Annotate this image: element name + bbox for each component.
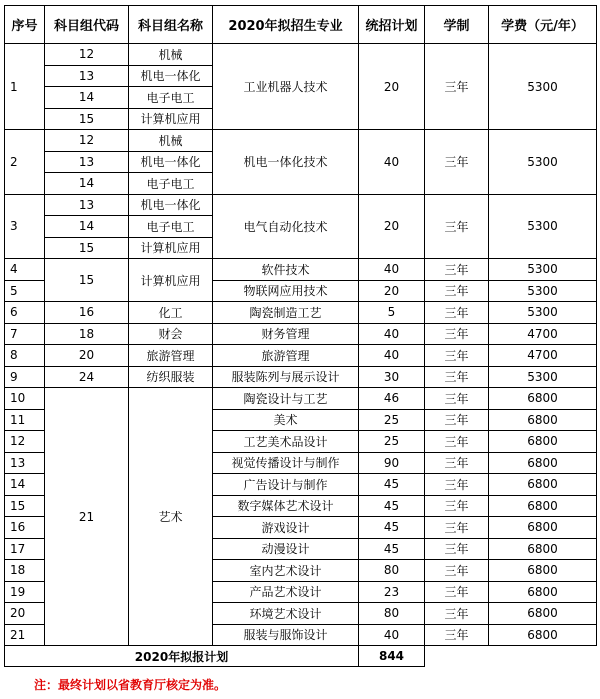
group-code-cell: 14 (45, 216, 129, 238)
seq-cell: 8 (5, 345, 45, 367)
seq-cell: 15 (5, 495, 45, 517)
fee-cell: 6800 (489, 388, 597, 410)
total-label: 2020年拟报计划 (5, 646, 359, 667)
fee-cell: 5300 (489, 280, 597, 302)
duration-cell: 三年 (425, 323, 489, 345)
major-cell: 旅游管理 (213, 345, 359, 367)
group-code-cell: 15 (45, 108, 129, 130)
major-cell: 游戏设计 (213, 517, 359, 539)
seq-cell: 9 (5, 366, 45, 388)
table-row (5, 366, 597, 388)
plan-cell: 45 (359, 474, 425, 496)
header-seq: 序号 (5, 6, 45, 44)
seq-cell: 5 (5, 280, 45, 302)
seq-cell: 17 (5, 538, 45, 560)
footnote: 注：最终计划以省教育厅核定为准。 (34, 678, 227, 692)
group-code-cell: 15 (45, 259, 129, 302)
seq-cell: 2 (5, 130, 45, 195)
fee-cell: 5300 (489, 194, 597, 259)
major-cell: 数字媒体艺术设计 (213, 495, 359, 517)
major-cell: 室内艺术设计 (213, 560, 359, 582)
group-name-cell: 计算机应用 (129, 237, 213, 259)
major-cell: 工业机器人技术 (213, 44, 359, 130)
group-code-cell: 13 (45, 151, 129, 173)
group-code-cell: 18 (45, 323, 129, 345)
group-name-cell: 机电一体化 (129, 65, 213, 87)
group-code-cell: 16 (45, 302, 129, 324)
duration-cell: 三年 (425, 474, 489, 496)
table-row (5, 194, 597, 216)
table-row (5, 259, 597, 281)
group-code-cell: 12 (45, 44, 129, 66)
fee-cell: 5300 (489, 259, 597, 281)
fee-cell: 6800 (489, 581, 597, 603)
group-name-cell: 化工 (129, 302, 213, 324)
major-cell: 陶瓷制造工艺 (213, 302, 359, 324)
plan-cell: 5 (359, 302, 425, 324)
header-group-name: 科目组名称 (129, 6, 213, 44)
plan-cell: 80 (359, 603, 425, 625)
duration-cell: 三年 (425, 452, 489, 474)
group-name-cell: 机电一体化 (129, 151, 213, 173)
group-name-cell: 计算机应用 (129, 259, 213, 302)
major-cell: 动漫设计 (213, 538, 359, 560)
duration-cell: 三年 (425, 409, 489, 431)
major-cell: 物联网应用技术 (213, 280, 359, 302)
seq-cell: 6 (5, 302, 45, 324)
header-row (5, 6, 597, 44)
fee-cell: 6800 (489, 517, 597, 539)
fee-cell: 5300 (489, 130, 597, 195)
group-name-cell: 财会 (129, 323, 213, 345)
major-cell: 工艺美术品设计 (213, 431, 359, 453)
header-duration: 学制 (425, 6, 489, 44)
group-name-cell: 机电一体化 (129, 194, 213, 216)
major-cell: 财务管理 (213, 323, 359, 345)
duration-cell: 三年 (425, 538, 489, 560)
duration-cell: 三年 (425, 345, 489, 367)
major-cell: 服装与服饰设计 (213, 624, 359, 646)
group-code-cell: 14 (45, 87, 129, 109)
seq-cell: 16 (5, 517, 45, 539)
group-code-cell: 12 (45, 130, 129, 152)
major-cell: 软件技术 (213, 259, 359, 281)
seq-cell: 19 (5, 581, 45, 603)
duration-cell: 三年 (425, 194, 489, 259)
fee-cell: 4700 (489, 345, 597, 367)
group-name-cell: 电子电工 (129, 216, 213, 238)
fee-cell: 5300 (489, 44, 597, 130)
table-row (5, 302, 597, 324)
fee-cell: 6800 (489, 452, 597, 474)
plan-cell: 40 (359, 259, 425, 281)
duration-cell: 三年 (425, 366, 489, 388)
group-name-cell: 纺织服装 (129, 366, 213, 388)
table-row (5, 345, 597, 367)
group-name-cell: 机械 (129, 130, 213, 152)
plan-cell: 40 (359, 323, 425, 345)
plan-cell: 45 (359, 517, 425, 539)
plan-cell: 40 (359, 130, 425, 195)
duration-cell: 三年 (425, 581, 489, 603)
major-cell: 产品艺术设计 (213, 581, 359, 603)
duration-cell: 三年 (425, 517, 489, 539)
group-code-cell: 15 (45, 237, 129, 259)
seq-cell: 13 (5, 452, 45, 474)
group-code-cell: 13 (45, 194, 129, 216)
group-name-cell: 机械 (129, 44, 213, 66)
major-cell: 美术 (213, 409, 359, 431)
plan-cell: 40 (359, 624, 425, 646)
duration-cell: 三年 (425, 388, 489, 410)
duration-cell: 三年 (425, 130, 489, 195)
major-cell: 服装陈列与展示设计 (213, 366, 359, 388)
seq-cell: 20 (5, 603, 45, 625)
plan-cell: 45 (359, 495, 425, 517)
group-name-cell: 旅游管理 (129, 345, 213, 367)
seq-cell: 3 (5, 194, 45, 259)
plan-cell: 20 (359, 194, 425, 259)
group-code-cell: 21 (45, 388, 129, 646)
fee-cell: 5300 (489, 302, 597, 324)
group-code-cell: 24 (45, 366, 129, 388)
seq-cell: 11 (5, 409, 45, 431)
plan-cell: 23 (359, 581, 425, 603)
group-name-cell: 电子电工 (129, 87, 213, 109)
seq-cell: 12 (5, 431, 45, 453)
total-row (5, 646, 597, 667)
plan-cell: 25 (359, 431, 425, 453)
header-plan: 统招计划 (359, 6, 425, 44)
major-cell: 广告设计与制作 (213, 474, 359, 496)
table-row (5, 44, 597, 66)
duration-cell: 三年 (425, 44, 489, 130)
major-cell: 环境艺术设计 (213, 603, 359, 625)
duration-cell: 三年 (425, 280, 489, 302)
duration-cell: 三年 (425, 259, 489, 281)
group-name-cell: 艺术 (129, 388, 213, 646)
duration-cell: 三年 (425, 560, 489, 582)
duration-cell: 三年 (425, 495, 489, 517)
plan-cell: 30 (359, 366, 425, 388)
duration-cell: 三年 (425, 302, 489, 324)
fee-cell: 6800 (489, 603, 597, 625)
major-cell: 机电一体化技术 (213, 130, 359, 195)
seq-cell: 4 (5, 259, 45, 281)
group-code-cell: 13 (45, 65, 129, 87)
group-name-cell: 电子电工 (129, 173, 213, 195)
fee-cell: 6800 (489, 538, 597, 560)
plan-cell: 20 (359, 44, 425, 130)
total-value: 844 (359, 646, 425, 667)
table-row (5, 388, 597, 410)
header-group-code: 科目组代码 (45, 6, 129, 44)
duration-cell: 三年 (425, 603, 489, 625)
header-major: 2020年拟招生专业 (213, 6, 359, 44)
plan-cell: 40 (359, 345, 425, 367)
seq-cell: 21 (5, 624, 45, 646)
fee-cell: 6800 (489, 409, 597, 431)
fee-cell: 6800 (489, 431, 597, 453)
duration-cell: 三年 (425, 431, 489, 453)
seq-cell: 14 (5, 474, 45, 496)
major-cell: 电气自动化技术 (213, 194, 359, 259)
fee-cell: 6800 (489, 474, 597, 496)
seq-cell: 7 (5, 323, 45, 345)
plan-cell: 46 (359, 388, 425, 410)
duration-cell: 三年 (425, 624, 489, 646)
plan-cell: 90 (359, 452, 425, 474)
group-name-cell: 计算机应用 (129, 108, 213, 130)
plan-cell: 20 (359, 280, 425, 302)
seq-cell: 10 (5, 388, 45, 410)
total-blank (425, 646, 597, 667)
group-code-cell: 14 (45, 173, 129, 195)
fee-cell: 6800 (489, 624, 597, 646)
major-cell: 陶瓷设计与工艺 (213, 388, 359, 410)
seq-cell: 1 (5, 44, 45, 130)
header-fee: 学费（元/年） (489, 6, 597, 44)
fee-cell: 6800 (489, 495, 597, 517)
plan-cell: 25 (359, 409, 425, 431)
enrollment-plan-table (4, 5, 597, 667)
seq-cell: 18 (5, 560, 45, 582)
table-row (5, 323, 597, 345)
major-cell: 视觉传播设计与制作 (213, 452, 359, 474)
fee-cell: 6800 (489, 560, 597, 582)
table-row (5, 130, 597, 152)
fee-cell: 5300 (489, 366, 597, 388)
plan-cell: 45 (359, 538, 425, 560)
group-code-cell: 20 (45, 345, 129, 367)
plan-cell: 80 (359, 560, 425, 582)
fee-cell: 4700 (489, 323, 597, 345)
